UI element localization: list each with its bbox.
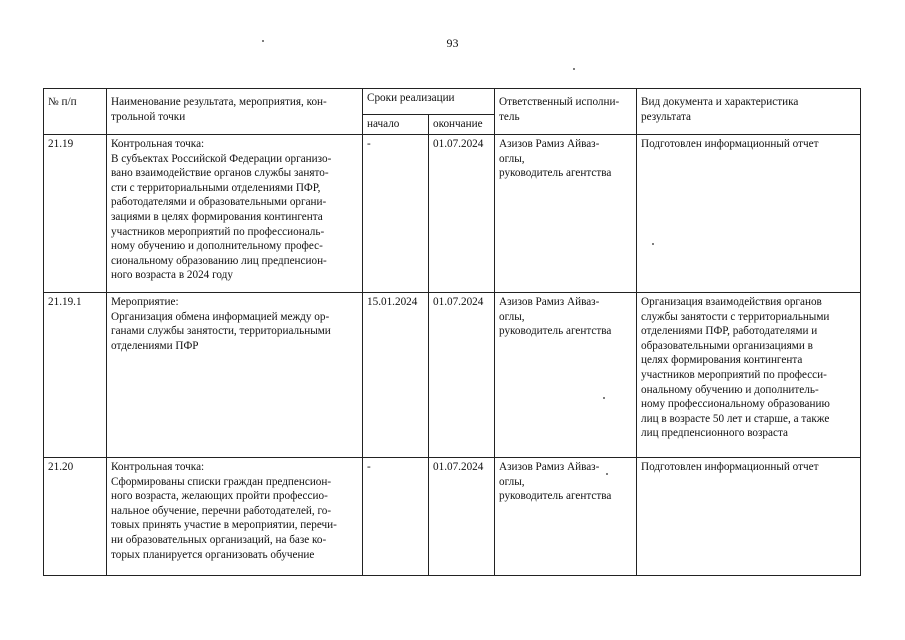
- row-name: Мероприятие: Организация обмена информацией между ор- ганами службы занятости, территориальными отделениями ПФР: [107, 293, 363, 458]
- row-start: -: [363, 135, 429, 293]
- header-end: окончание: [429, 115, 495, 135]
- row-responsible: Азизов Рамиз Айваз- оглы, руководитель агентства: [495, 458, 637, 576]
- row-number: 21.19.1: [44, 293, 107, 458]
- header-timeframe: Сроки реализации: [363, 89, 495, 115]
- row-start: 15.01.2024: [363, 293, 429, 458]
- row-name: Контрольная точка: В субъектах Российской Федерации организо- вано взаимодействие органов службы занято- сти с территориальными отделениями ПФР, работодателями и образовательными органи- зациями в целях формирования контингента участников мероприятий по профессиональ- ному обучению и дополнительному профес- сиональному образованию лиц предпенсион- ного возраста в 2024 году: [107, 135, 363, 293]
- header-document: Вид документа и характеристика результата: [637, 89, 861, 135]
- header-number: № п/п: [44, 89, 107, 135]
- row-document: Подготовлен информационный отчет: [637, 458, 861, 576]
- row-end: 01.07.2024: [429, 135, 495, 293]
- scan-speck: [603, 397, 605, 399]
- row-end: 01.07.2024: [429, 458, 495, 576]
- header-responsible: Ответственный исполни- тель: [495, 89, 637, 135]
- table-row: [44, 135, 861, 293]
- row-name: Контрольная точка: Сформированы списки граждан предпенсион- ного возраста, желающих пройти профессио- нальное обучение, перечни работодателей, го- товых принять участие в мероприятии, перечи- ни образовательных организаций, на базе ко- торых планируется организовать обучение: [107, 458, 363, 576]
- row-number: 21.19: [44, 135, 107, 293]
- scan-speck: [262, 40, 264, 42]
- table-row: [44, 458, 861, 576]
- activity-plan-table: [43, 88, 861, 576]
- row-document: Организация взаимодействия органов службы занятости с территориальными отделениями ПФР, работодателями и образовательными организациями в целях формирования контингента участников мероприятий по професси- ональному обучению и дополнитель- ному профессиональному образованию лиц в возрасте 50 лет и старше, а также лиц предпенсионного возраста: [637, 293, 861, 458]
- row-end: 01.07.2024: [429, 293, 495, 458]
- row-start: -: [363, 458, 429, 576]
- row-responsible: Азизов Рамиз Айваз- оглы, руководитель агентства: [495, 293, 637, 458]
- header-name: Наименование результата, мероприятия, кон- трольной точки: [107, 89, 363, 135]
- page-number: 93: [446, 36, 459, 50]
- row-responsible: Азизов Рамиз Айваз- оглы, руководитель агентства: [495, 135, 637, 293]
- table-row: [44, 293, 861, 458]
- scan-speck: [606, 473, 608, 475]
- row-document: Подготовлен информационный отчет: [637, 135, 861, 293]
- scan-speck: [573, 68, 575, 70]
- table-header-row: [44, 89, 861, 115]
- row-number: 21.20: [44, 458, 107, 576]
- header-start: начало: [363, 115, 429, 135]
- scan-speck: [652, 243, 654, 245]
